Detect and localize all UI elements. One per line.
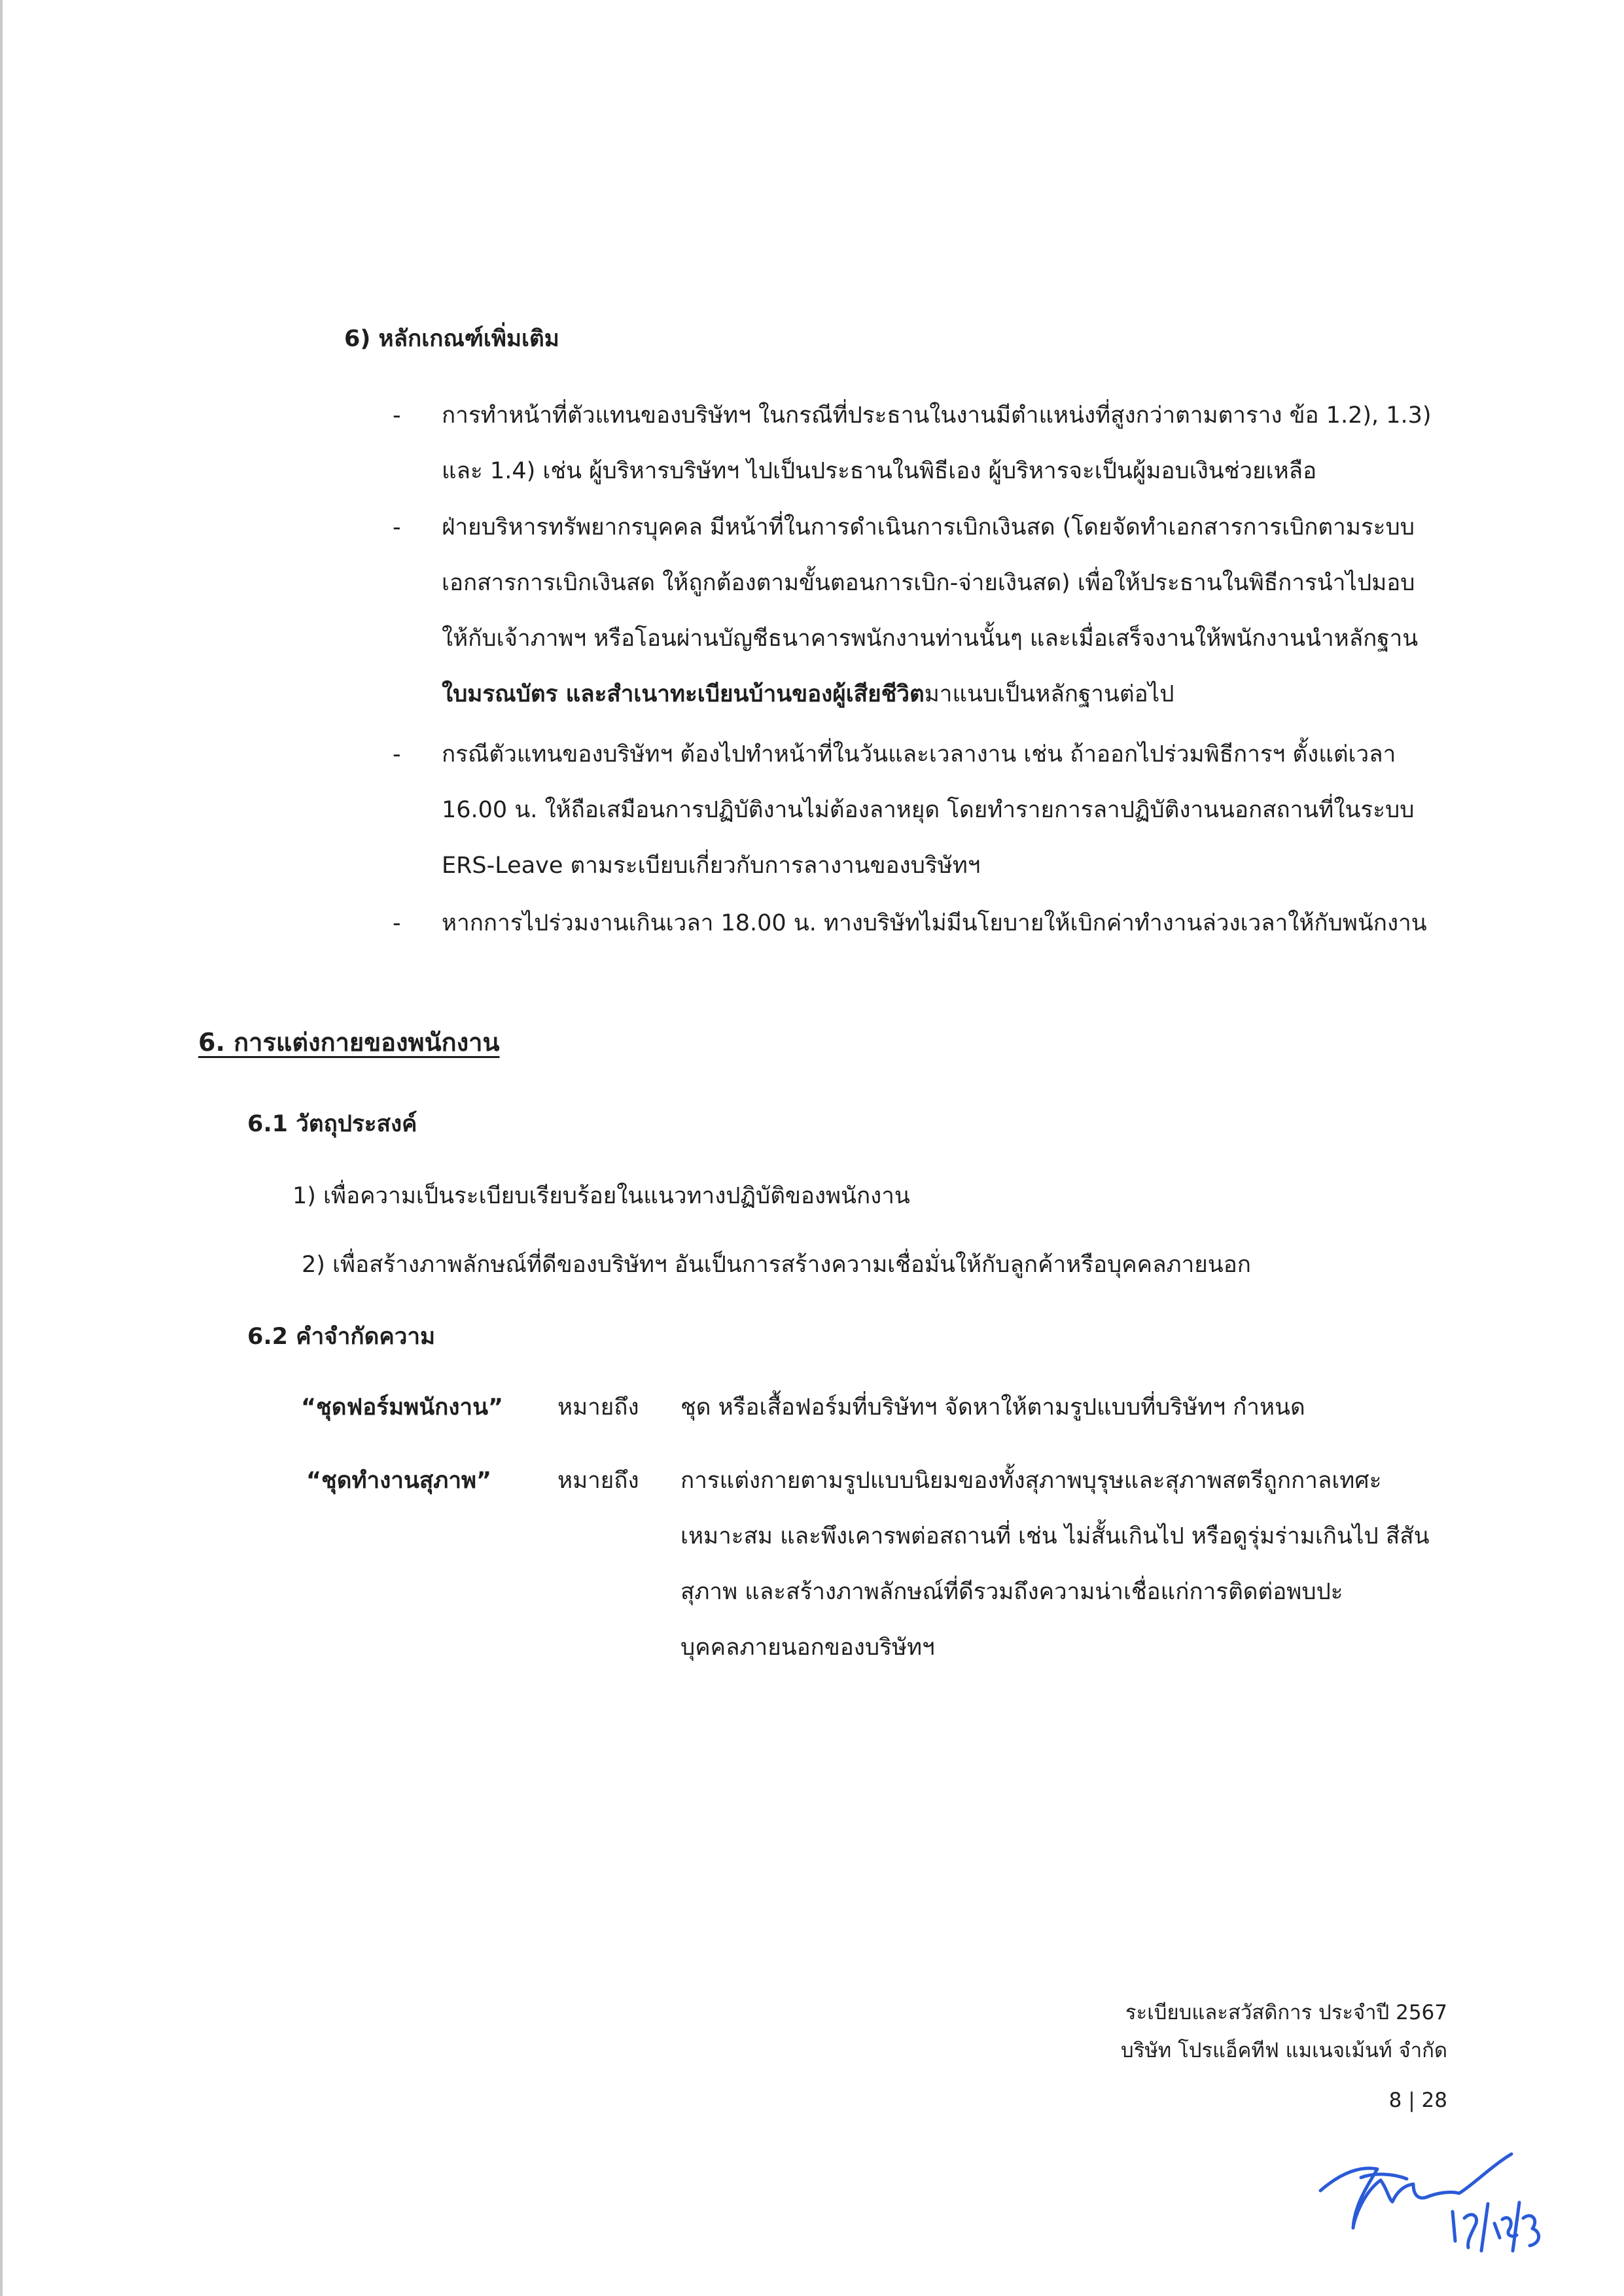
footer-company: บริษัท โปรแอ็คทีฟ แมเนจเม้นท์ จำกัด [1121,2039,1447,2062]
footer-title: ระเบียบและสวัสดิการ ประจำปี 2567 [1125,2001,1447,2024]
term-uniform: “ชุดฟอร์มพนักงาน” [301,1394,504,1421]
handwritten-signature [1315,2140,1577,2270]
section-6-2-heading: 6.2 คำจำกัดความ [247,1324,436,1350]
means-label: หมายถึง [557,1468,639,1494]
sub-heading-6: 6) หลักเกณฑ์เพิ่มเติม [344,326,559,352]
objective-2: 2) เพื่อสร้างภาพลักษณ์ที่ดีของบริษัทฯ อันเป็นการสร้างความเชื่อมั่นให้กับลูกค้าหรือบุคคลภายนอก [302,1252,1251,1278]
definition-polite-line-2: เหมาะสม และพึงเคารพต่อสถานที่ เช่น ไม่สั้นเกินไป หรือดูรุ่มร่ามเกินไป สีสัน [680,1523,1430,1549]
term-polite-attire: “ชุดทำงานสุภาพ” [306,1468,492,1494]
bullet-2-line-3: ให้กับเจ้าภาพฯ หรือโอนผ่านบัญชีธนาคารพนักงานท่านนั้นๆ และเมื่อเสร็จงานให้พนักงานนำหลักฐาน [442,626,1419,652]
bullet-2-line-4 [442,679,1174,709]
means-label: หมายถึง [557,1394,639,1421]
bullet-1-line-1: การทำหน้าที่ตัวแทนของบริษัทฯ ในกรณีที่ประธานในงานมีตำแหน่งที่สูงกว่าตามตาราง ข้อ 1.2), 1.3) [442,402,1432,429]
bullet-2-line-1: ฝ่ายบริหารทรัพยากรบุคคล มีหน้าที่ในการดำเนินการเบิกเงินสด (โดยจัดทำเอกสารการเบิกตามระบบ [442,514,1415,540]
scan-edge [0,0,3,2296]
bullet-3-line-3: ERS-Leave ตามระเบียบเกี่ยวกับการลางานของบริษัทฯ [442,853,981,879]
bullet-4-line-1: หากการไปร่วมงานเกินเวลา 18.00 น. ทางบริษัทไม่มีนโยบายให้เบิกค่าทำงานล่วงเวลาให้กับพนักงาน [442,910,1427,936]
section-6-title: 6. การแต่งกายของพนักงาน [198,1028,500,1057]
bullet-marker: - [393,741,401,768]
definition-polite-line-1: การแต่งกายตามรูปแบบนิยมของทั้งสุภาพบุรุษและสุภาพสตรีถูกกาลเทศะ [680,1468,1382,1494]
bullet-3-line-1: กรณีตัวแทนของบริษัทฯ ต้องไปทำหน้าที่ในวันและเวลางาน เช่น ถ้าออกไปร่วมพิธีการฯ ตั้งแต่เวลา [442,741,1396,768]
bullet-marker: - [393,514,401,540]
objective-1: 1) เพื่อความเป็นระเบียบเรียบร้อยในแนวทางปฏิบัติของพนักงาน [292,1183,910,1209]
line-rest: มาแนบเป็นหลักฐานต่อไป [924,681,1174,707]
definition-polite-line-3: สุภาพ และสร้างภาพลักษณ์ที่ดีรวมถึงความน่าเชื่อแก่การติดต่อพบปะ [680,1579,1343,1605]
section-6-1-heading: 6.1 วัตถุประสงค์ [247,1111,417,1137]
page-number: 8 | 28 [1388,2089,1447,2112]
definition-polite-line-4: บุคคลภายนอกของบริษัทฯ [680,1634,935,1661]
bold-phrase: ใบมรณบัตร และสำเนาทะเบียนบ้านของผู้เสียชีวิต [442,681,925,707]
bullet-2-line-2: เอกสารการเบิกเงินสด ให้ถูกต้องตามขั้นตอนการเบิก-จ่ายเงินสด) เพื่อให้ประธานในพิธีการนำไปมอบ [442,570,1415,596]
bullet-marker: - [393,910,401,936]
bullet-3-line-2: 16.00 น. ให้ถือเสมือนการปฏิบัติงานไม่ต้องลาหยุด โดยทำรายการลาปฏิบัติงานนอกสถานที่ในระบบ [442,797,1415,823]
bullet-marker: - [393,402,401,429]
bullet-1-line-2: และ 1.4) เช่น ผู้บริหารบริษัทฯ ไปเป็นประธานในพิธีเอง ผู้บริหารจะเป็นผู้มอบเงินช่วยเหลือ [442,458,1317,484]
definition-uniform: ชุด หรือเสื้อฟอร์มที่บริษัทฯ จัดหาให้ตามรูปแบบที่บริษัทฯ กำหนด [680,1394,1305,1421]
